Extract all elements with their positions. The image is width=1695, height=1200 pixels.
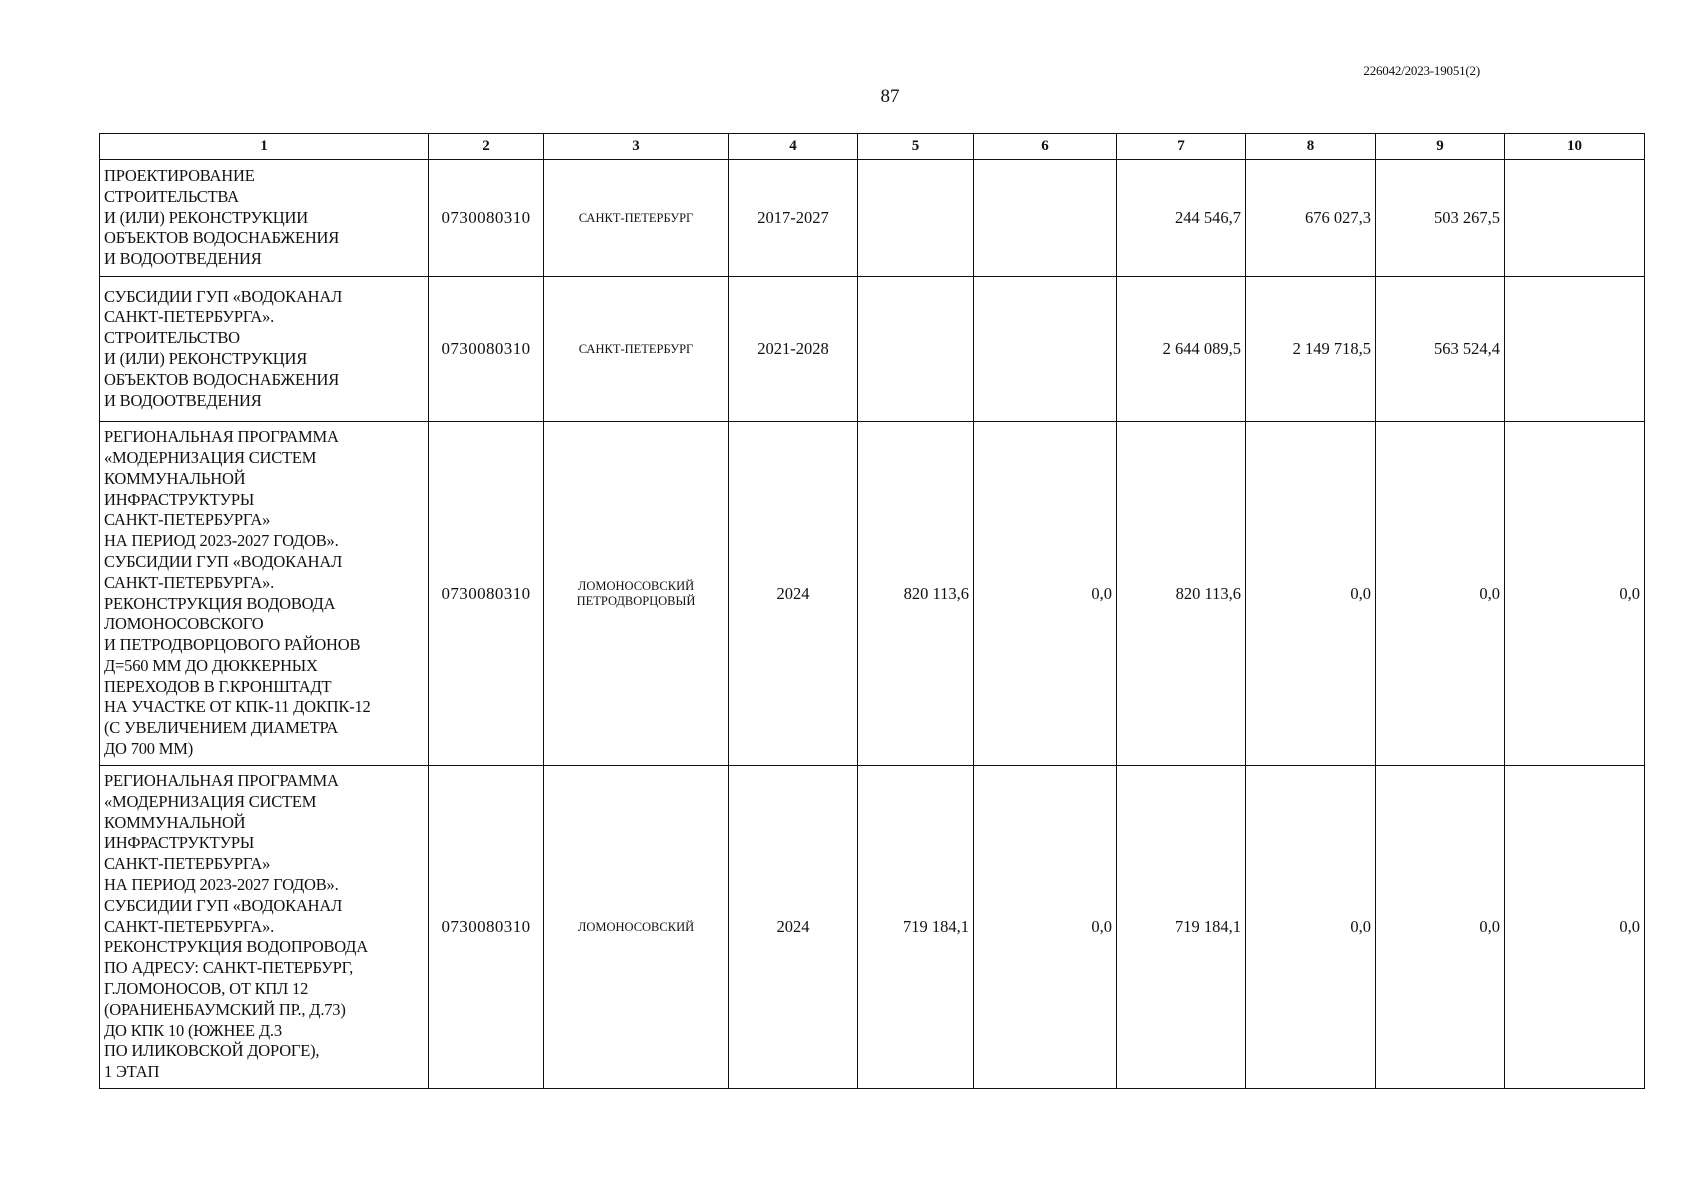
period-cell: 2024 bbox=[729, 766, 858, 1089]
table-row bbox=[100, 277, 1645, 422]
budget-code-cell: 0730080310 bbox=[429, 277, 544, 422]
project-name-cell bbox=[100, 160, 429, 277]
value-cell-7: 719 184,1 bbox=[1117, 766, 1246, 1089]
table-row bbox=[100, 160, 1645, 277]
value-cell-5: 820 113,6 bbox=[858, 422, 974, 766]
value-cell-8: 2 149 718,5 bbox=[1246, 277, 1376, 422]
value-cell-6 bbox=[974, 160, 1117, 277]
district-line: САНКТ-ПЕТЕРБУРГ bbox=[578, 210, 694, 225]
header-row bbox=[100, 134, 1645, 160]
period-cell: 2017-2027 bbox=[729, 160, 858, 277]
value-cell-8: 0,0 bbox=[1246, 422, 1376, 766]
district-cell bbox=[544, 766, 729, 1089]
project-name-line: РЕКОНСТРУКЦИЯ ВОДОПРОВОДА bbox=[104, 937, 368, 957]
project-name-line: (ОРАНИЕНБАУМСКИЙ ПР., Д.73) bbox=[104, 999, 346, 1019]
budget-code-cell: 0730080310 bbox=[429, 766, 544, 1089]
column-header-4: 4 bbox=[729, 134, 858, 160]
project-name-line: СТРОИТЕЛЬСТВО bbox=[104, 328, 240, 348]
district-cell bbox=[544, 160, 729, 277]
table-row bbox=[100, 422, 1645, 766]
project-name-cell bbox=[100, 277, 429, 422]
value-cell-6 bbox=[974, 277, 1117, 422]
project-name-cell bbox=[100, 422, 429, 766]
project-name-line: РЕКОНСТРУКЦИЯ ВОДОВОДА bbox=[104, 593, 336, 613]
budget-code-cell: 0730080310 bbox=[429, 422, 544, 766]
project-name-line: И ПЕТРОДВОРЦОВОГО РАЙОНОВ bbox=[104, 635, 361, 655]
project-name-line: ЛОМОНОСОВСКОГО bbox=[104, 614, 264, 634]
value-cell-6: 0,0 bbox=[974, 422, 1117, 766]
project-name-line: РЕГИОНАЛЬНАЯ ПРОГРАММА bbox=[104, 771, 339, 791]
project-name-line: «МОДЕРНИЗАЦИЯ СИСТЕМ bbox=[104, 447, 317, 467]
value-cell-7: 2 644 089,5 bbox=[1117, 277, 1246, 422]
table-body bbox=[100, 160, 1645, 1089]
column-header-9: 9 bbox=[1376, 134, 1505, 160]
budget-code-cell: 0730080310 bbox=[429, 160, 544, 277]
project-name-line: САНКТ-ПЕТЕРБУРГА». bbox=[104, 572, 275, 592]
column-header-10: 10 bbox=[1505, 134, 1645, 160]
column-header-6: 6 bbox=[974, 134, 1117, 160]
value-cell-8: 0,0 bbox=[1246, 766, 1376, 1089]
value-cell-10: 0,0 bbox=[1505, 766, 1645, 1089]
value-cell-7: 820 113,6 bbox=[1117, 422, 1246, 766]
project-name-line: ДО КПК 10 (ЮЖНЕЕ Д.3 bbox=[104, 1020, 282, 1040]
value-cell-9: 563 524,4 bbox=[1376, 277, 1505, 422]
project-name-line: ПО ИЛИКОВСКОЙ ДОРОГЕ), bbox=[104, 1041, 320, 1061]
project-name-line: И (ИЛИ) РЕКОНСТРУКЦИЯ bbox=[104, 349, 308, 368]
project-name-line: САНКТ-ПЕТЕРБУРГА» bbox=[104, 854, 271, 874]
project-name-line: НА ПЕРИОД 2023-2027 ГОДОВ». bbox=[104, 875, 339, 894]
project-name-line: Д=560 ММ ДО ДЮККЕРНЫХ bbox=[104, 655, 318, 675]
value-cell-9: 503 267,5 bbox=[1376, 160, 1505, 277]
value-cell-10: 0,0 bbox=[1505, 422, 1645, 766]
project-name-line: НА УЧАСТКЕ ОТ КПК-11 ДОКПК-12 bbox=[104, 697, 371, 717]
page-number: 87 bbox=[880, 86, 900, 107]
project-name-line: ПРОЕКТИРОВАНИЕ bbox=[104, 166, 255, 185]
district-line: ЛОМОНОСОВСКИЙ bbox=[577, 578, 695, 593]
budget-table bbox=[99, 133, 1645, 1089]
value-cell-5 bbox=[858, 160, 974, 277]
project-name-cell bbox=[100, 766, 429, 1089]
value-cell-7: 244 546,7 bbox=[1117, 160, 1246, 277]
project-name-line: СУБСИДИИ ГУП «ВОДОКАНАЛ bbox=[104, 286, 343, 306]
value-cell-9: 0,0 bbox=[1376, 766, 1505, 1089]
district-line: ПЕТРОДВОРЦОВЫЙ bbox=[576, 593, 696, 608]
project-name-line: ИНФРАСТРУКТУРЫ bbox=[104, 489, 255, 509]
project-name-line: НА ПЕРИОД 2023-2027 ГОДОВ». bbox=[104, 531, 339, 551]
project-name-line: СУБСИДИИ ГУП «ВОДОКАНАЛ bbox=[104, 895, 343, 915]
document-id: 226042/2023-19051(2) bbox=[1363, 63, 1480, 78]
project-name-line: И (ИЛИ) РЕКОНСТРУКЦИИ bbox=[104, 207, 308, 227]
project-name-line: И ВОДООТВЕДЕНИЯ bbox=[104, 390, 262, 410]
project-name-line: САНКТ-ПЕТЕРБУРГА». bbox=[104, 916, 275, 936]
project-name-line: ОБЪЕКТОВ ВОДОСНАБЖЕНИЯ bbox=[104, 228, 340, 248]
value-cell-5: 719 184,1 bbox=[858, 766, 974, 1089]
column-header-3: 3 bbox=[544, 134, 729, 160]
project-name-line: САНКТ-ПЕТЕРБУРГА». bbox=[104, 307, 275, 327]
project-name-line: И ВОДООТВЕДЕНИЯ bbox=[104, 249, 262, 269]
project-name-line: ДО 700 ММ) bbox=[104, 739, 194, 759]
project-name-line: САНКТ-ПЕТЕРБУРГА» bbox=[104, 510, 271, 530]
project-name-line: ИНФРАСТРУКТУРЫ bbox=[104, 833, 255, 853]
project-name-line: 1 ЭТАП bbox=[104, 1062, 160, 1082]
project-name-line: РЕГИОНАЛЬНАЯ ПРОГРАММА bbox=[104, 427, 339, 447]
project-name-line: СУБСИДИИ ГУП «ВОДОКАНАЛ bbox=[104, 551, 343, 571]
period-cell: 2024 bbox=[729, 422, 858, 766]
project-name-line: КОММУНАЛЬНОЙ bbox=[104, 812, 246, 832]
project-name-line: Г.ЛОМОНОСОВ, ОТ КПЛ 12 bbox=[104, 978, 309, 998]
project-name-line: ПО АДРЕСУ: САНКТ-ПЕТЕРБУРГ, bbox=[104, 958, 354, 978]
column-header-2: 2 bbox=[429, 134, 544, 160]
project-name-line: ПЕРЕХОДОВ В Г.КРОНШТАДТ bbox=[104, 676, 332, 696]
value-cell-10 bbox=[1505, 160, 1645, 277]
value-cell-9: 0,0 bbox=[1376, 422, 1505, 766]
column-header-7: 7 bbox=[1117, 134, 1246, 160]
district-line: ЛОМОНОСОВСКИЙ bbox=[577, 919, 695, 934]
district-line: САНКТ-ПЕТЕРБУРГ bbox=[578, 341, 694, 356]
column-header-5: 5 bbox=[858, 134, 974, 160]
table-header bbox=[100, 134, 1645, 160]
value-cell-10 bbox=[1505, 277, 1645, 422]
column-header-8: 8 bbox=[1246, 134, 1376, 160]
period-cell: 2021-2028 bbox=[729, 277, 858, 422]
value-cell-6: 0,0 bbox=[974, 766, 1117, 1089]
project-name-line: «МОДЕРНИЗАЦИЯ СИСТЕМ bbox=[104, 791, 317, 811]
table-row bbox=[100, 766, 1645, 1089]
project-name-line: ОБЪЕКТОВ ВОДОСНАБЖЕНИЯ bbox=[104, 369, 340, 389]
value-cell-5 bbox=[858, 277, 974, 422]
district-cell bbox=[544, 422, 729, 766]
value-cell-8: 676 027,3 bbox=[1246, 160, 1376, 277]
district-cell bbox=[544, 277, 729, 422]
project-name-line: СТРОИТЕЛЬСТВА bbox=[104, 186, 239, 206]
column-header-1: 1 bbox=[100, 134, 429, 160]
project-name-line: КОММУНАЛЬНОЙ bbox=[104, 468, 246, 488]
project-name-line: (С УВЕЛИЧЕНИЕМ ДИАМЕТРА bbox=[104, 718, 339, 738]
